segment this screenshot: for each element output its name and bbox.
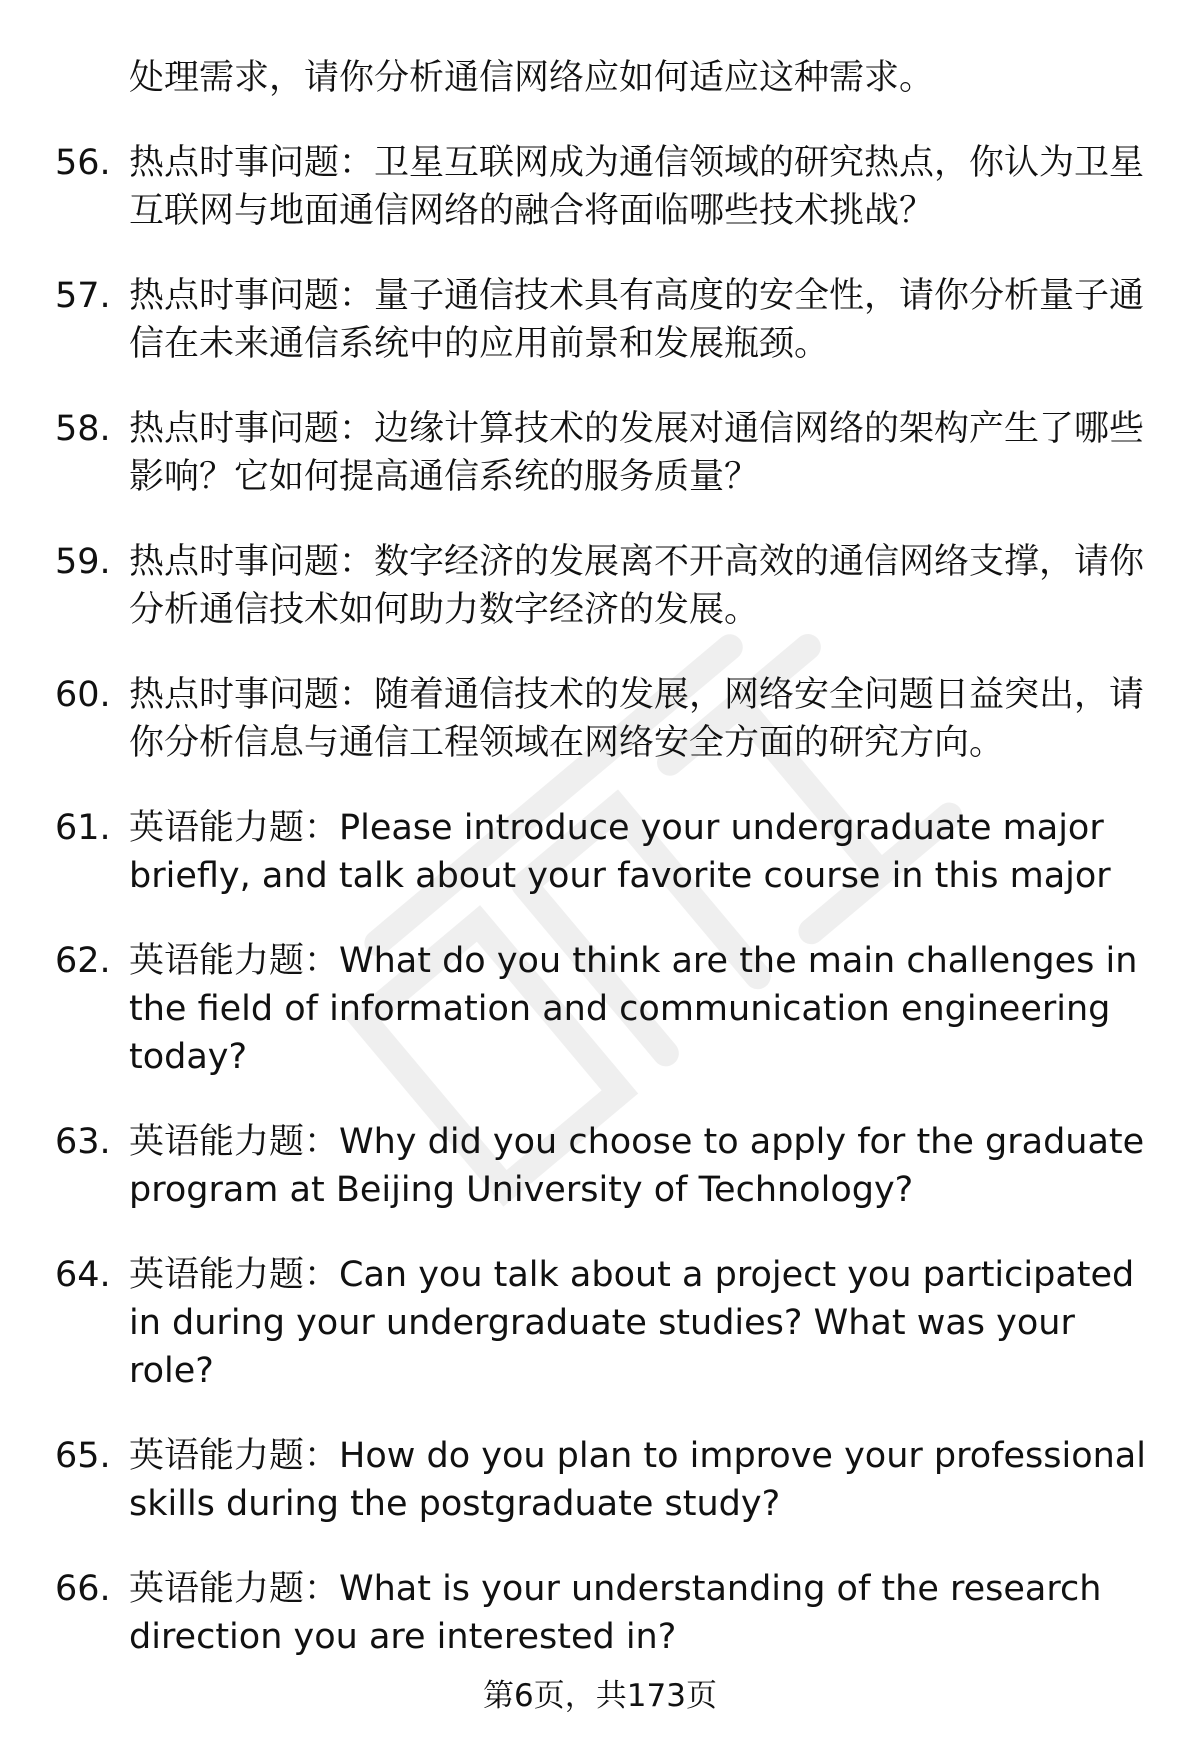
list-item (55, 1251, 1160, 1395)
item-text: 英语能力题：How do you plan to improve your professional skills during the postgraduate study? (129, 1436, 1146, 1524)
list-item (55, 671, 1160, 767)
item-number: 64. (55, 1255, 111, 1295)
item-text: 英语能力题：Please introduce your undergraduate major briefly, and talk about your favorite course in this major (129, 808, 1111, 896)
list-item (55, 538, 1160, 634)
item-text: 热点时事问题：卫星互联网成为通信领域的研究热点，你认为卫星互联网与地面通信网络的融合将面临哪些技术挑战？ (129, 143, 1145, 231)
item-text: 热点时事问题：边缘计算技术的发展对通信网络的架构产生了哪些影响？它如何提高通信系统的服务质量？ (129, 409, 1145, 497)
item-number: 62. (55, 941, 111, 981)
list-item (55, 1432, 1160, 1528)
list-item (55, 272, 1160, 368)
list-item (55, 139, 1160, 235)
item-number: 56. (55, 143, 111, 183)
item-text: 英语能力题：Can you talk about a project you participated in during your undergraduate studies? What was your role? (129, 1255, 1135, 1391)
item-text: 热点时事问题：量子通信技术具有高度的安全性，请你分析量子通信在未来通信系统中的应用前景和发展瓶颈。 (129, 276, 1145, 364)
page-number: 第6页，共173页 (483, 1678, 717, 1714)
item-number: 58. (55, 409, 111, 449)
item-number: 61. (55, 808, 111, 848)
question-list (55, 55, 1160, 1698)
item-number: 57. (55, 276, 111, 316)
list-item (55, 804, 1160, 900)
item-number: 59. (55, 542, 111, 582)
item-text: 热点时事问题：数字经济的发展离不开高效的通信网络支撑，请你分析通信技术如何助力数字经济的发展。 (129, 542, 1145, 630)
list-item (55, 405, 1160, 501)
item-number: 63. (55, 1122, 111, 1162)
item-text: 英语能力题：What is your understanding of the research direction you are interested in? (129, 1569, 1102, 1657)
item-text: 英语能力题：What do you think are the main challenges in the field of information and communication engineering today? (129, 941, 1138, 1077)
list-item (55, 1118, 1160, 1214)
list-item (55, 1565, 1160, 1661)
item-text: 英语能力题：Why did you choose to apply for the graduate program at Beijing University of Technology? (129, 1122, 1145, 1210)
item-number: 66. (55, 1569, 111, 1609)
item-number: 60. (55, 675, 111, 715)
item-number: 65. (55, 1436, 111, 1476)
continued-text: 处理需求，请你分析通信网络应如何适应这种需求。 (129, 58, 935, 98)
item-text: 热点时事问题：随着通信技术的发展，网络安全问题日益突出，请你分析信息与通信工程领域在网络安全方面的研究方向。 (129, 675, 1145, 763)
list-item (55, 937, 1160, 1081)
